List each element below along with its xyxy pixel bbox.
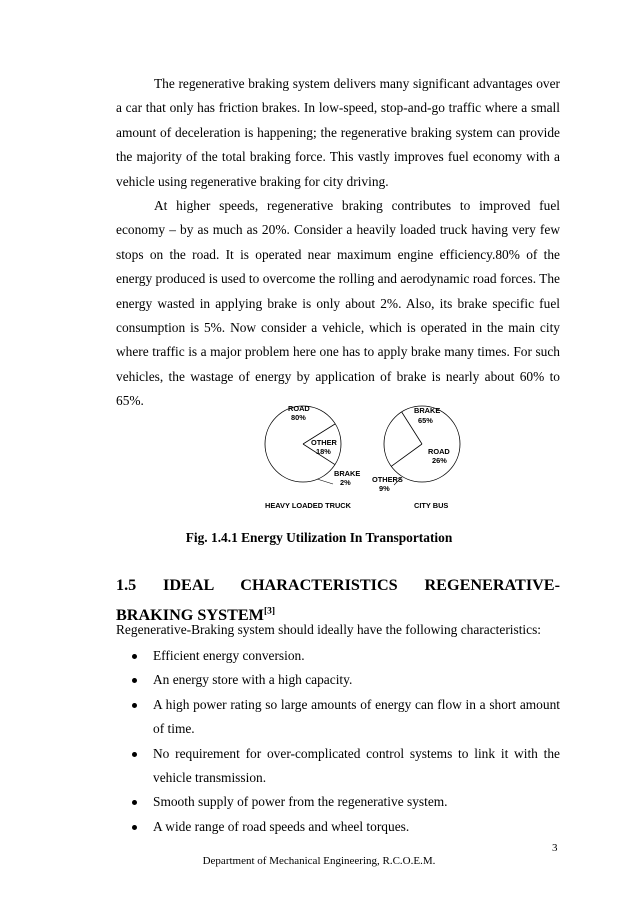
list-item bbox=[116, 693, 560, 742]
bus-label-others: OTHERS bbox=[372, 475, 403, 484]
page-footer: Department of Mechanical Engineering, R.C.O.E.M. bbox=[202, 855, 436, 867]
bus-value-others: 9% bbox=[379, 484, 390, 493]
characteristics-list bbox=[116, 644, 560, 839]
list-item bbox=[116, 815, 560, 839]
truck-value-road: 80% bbox=[291, 413, 306, 422]
list-item-text: An energy store with a high capacity. bbox=[153, 672, 353, 688]
section-intro: Regenerative-Braking system should ideally have the following characteristics: bbox=[116, 622, 542, 637]
truck-chart-title: HEAVY LOADED TRUCK bbox=[265, 501, 351, 510]
bus-value-brake: 65% bbox=[418, 416, 433, 425]
list-item bbox=[116, 742, 560, 791]
pie-charts bbox=[258, 392, 468, 514]
page-number: 3 bbox=[552, 842, 558, 854]
paragraph-regenerative-advantages: The regenerative braking system delivers many significant advantages over a car that only has friction brakes. In low-speed, stop-and-go traffic where a small amount of deceleration is happening; the regenerative braking system can provide the majority of the total braking force. This vastly improves fuel economy with a vehicle using regenerative braking for city driving. bbox=[116, 76, 560, 189]
bullet-icon bbox=[132, 703, 137, 708]
section-heading bbox=[116, 570, 560, 630]
truck-value-brake: 2% bbox=[340, 478, 351, 487]
energy-utilization-figure bbox=[258, 392, 468, 514]
list-item-text: A wide range of road speeds and wheel torques. bbox=[153, 818, 410, 834]
bus-label-brake: BRAKE bbox=[414, 406, 441, 415]
bullet-icon bbox=[132, 678, 137, 683]
section-heading-text: 1.5 IDEAL CHARACTERISTICS REGENERATIVE-BRAKING SYSTEM bbox=[116, 576, 560, 624]
truck-brake-leader bbox=[317, 479, 333, 484]
list-item bbox=[116, 790, 560, 814]
pie-heavy-loaded-truck bbox=[265, 404, 360, 510]
bullet-icon bbox=[132, 825, 137, 830]
list-item-text: Smooth supply of power from the regenerative system. bbox=[153, 794, 448, 810]
bus-chart-title: CITY BUS bbox=[414, 501, 449, 510]
bullet-icon bbox=[132, 752, 137, 757]
list-item-text: No requirement for over-complicated control systems to link it with the vehicle transmission. bbox=[153, 745, 560, 786]
bullet-icon bbox=[132, 800, 137, 805]
list-item-text: Efficient energy conversion. bbox=[153, 648, 305, 663]
bus-value-road: 26% bbox=[432, 456, 447, 465]
truck-label-road: ROAD bbox=[288, 404, 310, 413]
list-item-text: A high power rating so large amounts of energy can flow in a short amount of time. bbox=[153, 696, 560, 737]
pie-city-bus bbox=[372, 406, 460, 510]
bullet-icon bbox=[132, 654, 137, 659]
truck-value-other: 18% bbox=[316, 447, 331, 456]
section-heading-citation: [3] bbox=[263, 606, 276, 617]
list-item bbox=[116, 644, 560, 668]
truck-label-brake: BRAKE bbox=[334, 469, 361, 478]
figure-caption: Fig. 1.4.1 Energy Utilization In Transportation bbox=[185, 530, 453, 545]
truck-label-other: OTHER bbox=[311, 438, 337, 447]
paragraph-higher-speeds: At higher speeds, regenerative braking contributes to improved fuel economy – by as much as 20%. Consider a heavily loaded truck having very few stops on the road. It is operated near maximum engine efficiency.80% of the energy produced is used to overcome the rolling and aerodynamic road forces. The energy wasted in applying brake is only about 2%. Also, its brake specific fuel consumption is 5%. Now consider a vehicle, which is operated in the main city where traffic is a major problem here one has to apply brake many times. For such vehicles, the wastage of energy by application of brake is nearly about 60% to 65%. bbox=[116, 198, 560, 409]
bus-label-road: ROAD bbox=[428, 447, 450, 456]
list-item bbox=[116, 668, 560, 692]
